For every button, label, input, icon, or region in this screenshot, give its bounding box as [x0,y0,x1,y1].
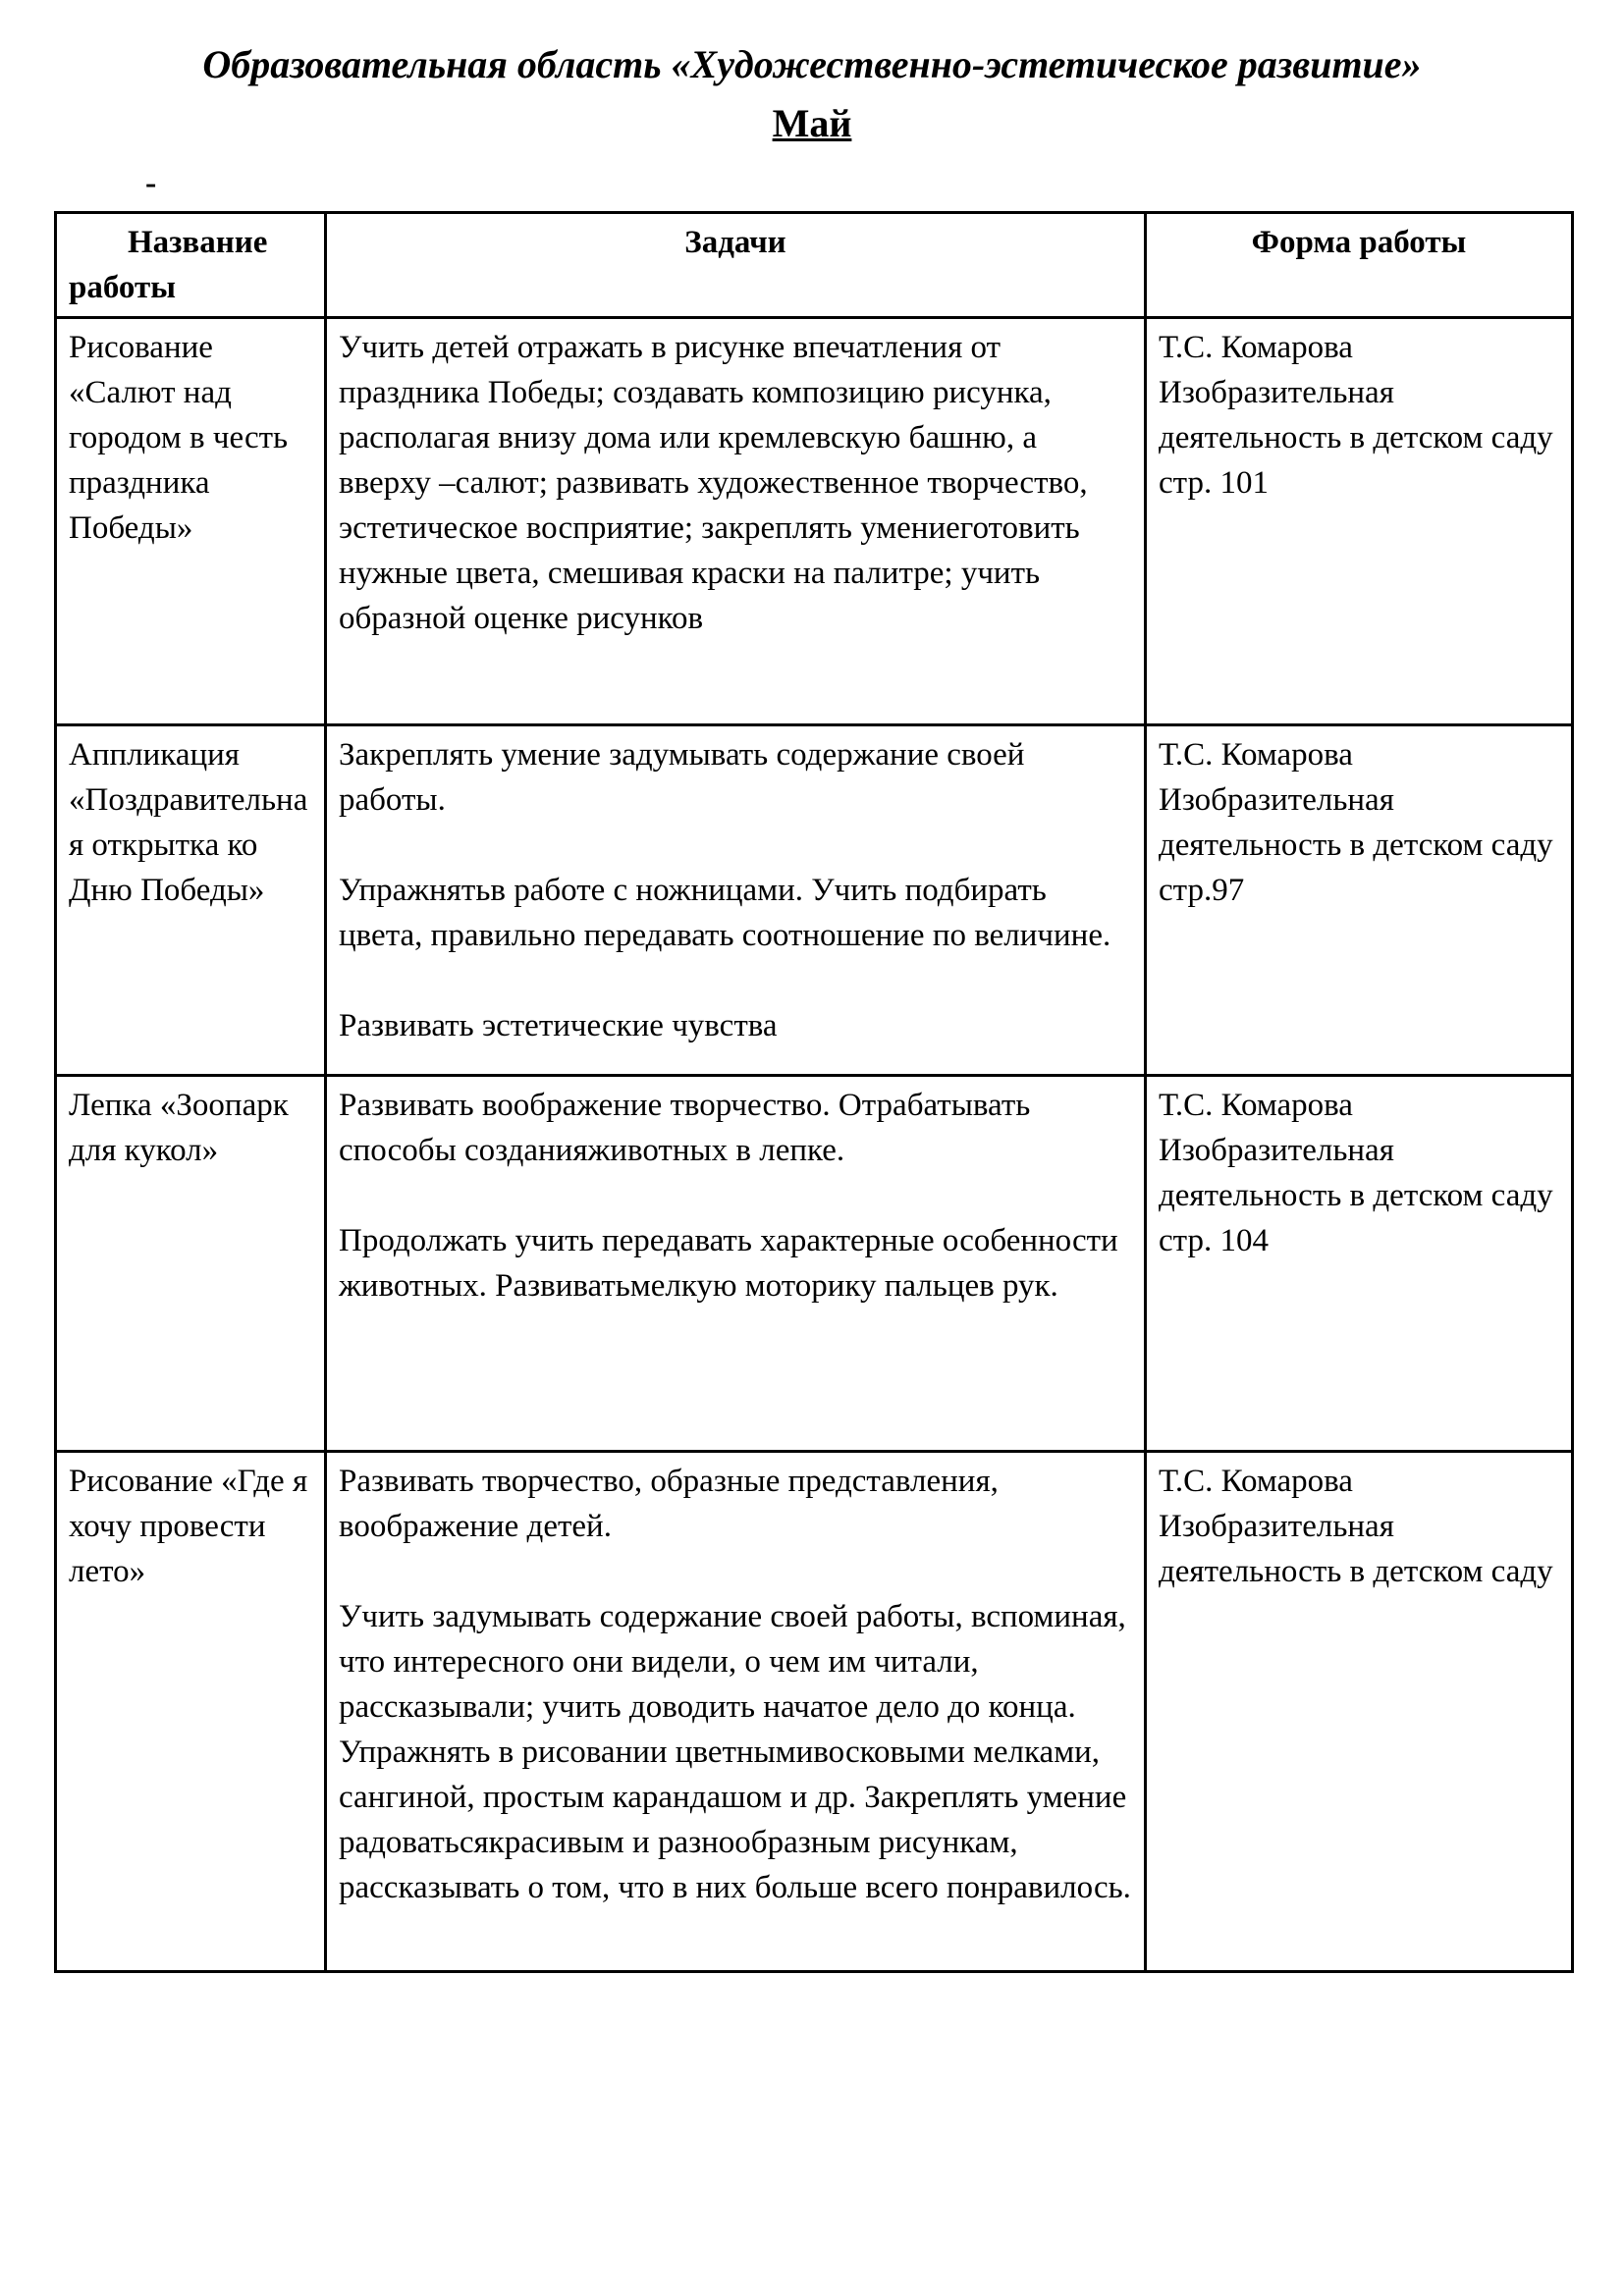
task-paragraph: Развивать эстетические чувства [339,1008,778,1043]
tasks-cell [326,1452,1146,1972]
task-paragraph: Продолжать учить передавать характерные особенности животных. Развиватьмелкую моторику пальцев рук. [339,1223,1118,1304]
task-paragraph: Развивать творчество, образные представления, воображение детей. [339,1464,999,1544]
table-row [56,1076,1573,1452]
document-month-heading: Май [772,101,852,145]
document-title: Образовательная область «Художественно-эстетическое развитие» [202,42,1422,86]
work-name-cell: Рисование «Где я хочу провести лето» [56,1452,326,1972]
table-row [56,318,1573,725]
tasks-cell [326,318,1146,725]
form-cell: Т.С. Комарова Изобразительная деятельность в детском саду стр. 101 [1146,318,1573,725]
column-header-form: Форма работы [1146,213,1573,318]
form-cell: Т.С. Комарова Изобразительная деятельность в детском саду [1146,1452,1573,1972]
form-cell: Т.С. Комарова Изобразительная деятельность в детском саду стр. 104 [1146,1076,1573,1452]
form-cell: Т.С. Комарова Изобразительная деятельность в детском саду стр.97 [1146,725,1573,1076]
stray-dash-mark: - [145,165,157,201]
column-header-name: Название работы [56,213,326,318]
tasks-cell [326,1076,1146,1452]
lesson-plan-table [54,211,1574,1973]
work-name-cell: Лепка «Зоопарк для кукол» [56,1076,326,1452]
task-paragraph: Учить задумывать содержание своей работы, вспоминая, что интересного они видели, о чем им читали, рассказывали; учить доводить начатое дело до конца. Упражнять в рисовании цветнымивосковыми мелками, сангиной, простым карандашом и др. Закреплять умение радоватьсякрасивым и разнообразным рисункам, рассказывать о том, что в них больше всего понравилось. [339,1599,1131,1905]
task-paragraph: Закреплять умение задумывать содержание своей работы. [339,737,1025,818]
table-header-row [56,213,1573,318]
task-paragraph: Развивать воображение творчество. Отрабатывать способы созданияживотных в лепке. [339,1088,1031,1168]
tasks-cell [326,725,1146,1076]
task-paragraph: Учить детей отражать в рисунке впечатления от праздника Победы; создавать композицию рисунка, располагая внизу дома или кремлевскую башню, а вверху –салют; развивать художественное творчество, эстетическое восприятие; закреплять умениеготовить нужные цвета, смешивая краски на палитре; учить образной оценке рисунков [339,330,1088,636]
column-header-tasks: Задачи [326,213,1146,318]
table-row [56,1452,1573,1972]
table-row [56,725,1573,1076]
work-name-cell: Аппликация «Поздравительная открытка ко Дню Победы» [56,725,326,1076]
task-paragraph: Упражнятьв работе с ножницами. Учить подбирать цвета, правильно передавать соотношение по величине. [339,873,1111,953]
work-name-cell: Рисование «Салют над городом в честь праздника Победы» [56,318,326,725]
